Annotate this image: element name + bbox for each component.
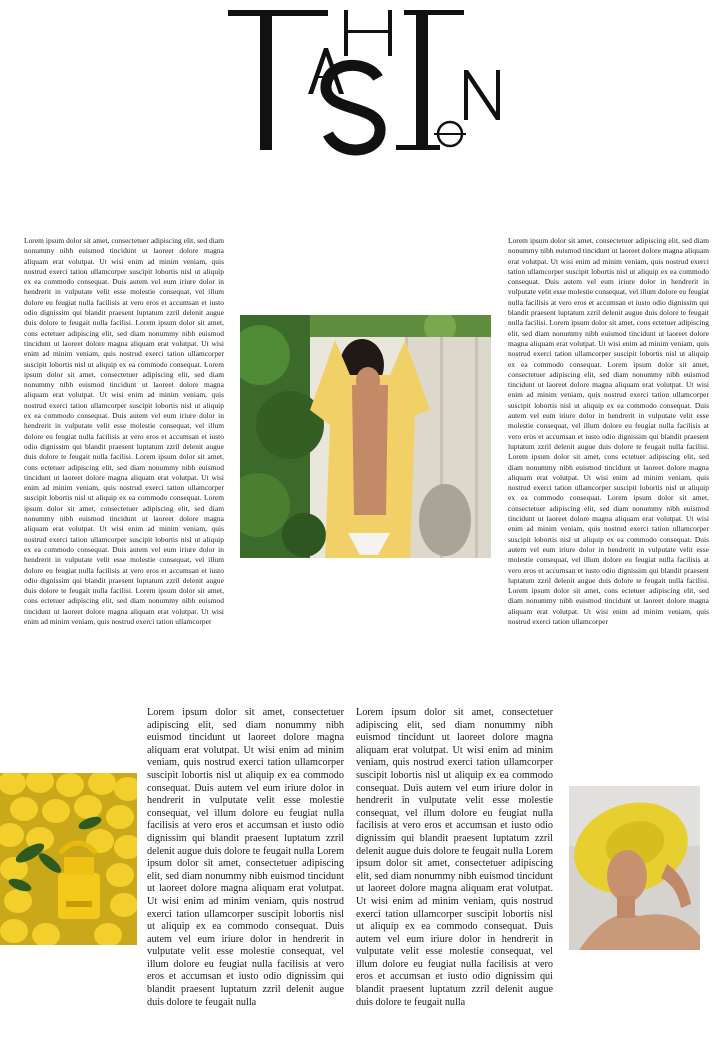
article-column-top-right: Lorem ipsum dolor sit amet, consectetuer adipiscing elit, sed diam nonummy nibh euismod tincidunt ut laoreet dolore magna aliquam erat volutpat. Ut wisi enim ad minim veniam, quis nostrud exerci tation ullamcorper suscipit lobortis nisl ut aliquip ex ea commodo consequat. Duis autem vel eum iriure dolor in hendrerit in vulputate velit esse molestie consequat, vel illum dolore eu feugiat nulla facilisis at vero eros et accumsan et iusto odio dignissim qui blandit praesent luptatum zzril delenit augue duis dolore te feugait nulla facilisi. Lorem ipsum dolor sit amet, cons ectetuer adipiscing elit, sed diam nonummy nibh euismod tincidunt ut laoreet dolore magna aliquam erat volutpat. Ut wisi enim ad minim veniam, quis nostrud exerci tation ullamcorper suscipit lobortis nisl ut aliquip ex ea commodo consequat. Lorem ipsum dolor sit amet, consectetuer adipiscing elit, sed diam nonummy nibh euismod tincidunt ut laoreet dolore magna aliquam erat volutpat. Ut wisi enim ad minim veniam, quis nostrud exerci tation ullamcorper suscipit lobortis nisl ut aliquip ex ea commodo consequat. Duis autem vel eum iriure dolor in hendrerit in vulputate velit esse molestie consequat, vel illum dolore eu feugiat nulla facilisis at vero eros et accumsan et iusto odio dignissim qui blandit praesent luptatum zzril delenit augue duis dolore te feugait nulla facilisi. Lorem ipsum dolor sit amet, cons ectetuer adipiscing elit, sed diam nonummy nibh euismod tincidunt ut laoreet dolore magna aliquam erat volutpat. Ut wisi enim ad minim veniam, quis nostrud exerci tation ullamcorper suscipit lobortis nisl ut aliquip ex ea commodo consequat. Lorem ipsum dolor sit amet, consectetuer adipiscing elit, sed diam nonummy nibh euismod tincidunt ut laoreet dolore magna aliquam erat volutpat. Ut wisi enim ad minim veniam, quis nostrud exerci tation ullamcorper suscipit lobortis nisl ut aliquip ex ea commodo consequat. Duis autem vel eum iriure dolor in hendrerit in vulputate velit esse molestie consequat, vel illum dolore eu feugiat nulla facilisis at vero eros et accumsan et iusto odio dignissim qui blandit praesent luptatum zzril delenit augue duis dolore te feugait nulla facilisi. Lorem ipsum dolor sit amet, cons ectetuer adipiscing elit, sed diam nonummy nibh euismod tincidunt ut laoreet dolore magna aliquam erat volutpat. Ut wisi enim ad minim veniam, quis nostrud exerci tation ullamcorper [508,236,709,626]
article-column-bottom-right: Lorem ipsum dolor sit amet, consectetuer adipiscing elit, sed diam nonummy nibh euismod tincidunt ut laoreet dolore magna aliquam erat volutpat. Ut wisi enim ad minim veniam, quis nostrud exerci tation ullamcorper suscipit lobortis nisl ut aliquip ex ea commodo consequat. Duis autem vel eum iriure dolor in hendrerit in vulputate velit esse molestie consequat, vel illum dolore eu feugiat nulla facilisis at vero eros et accumsan et iusto odio dignissim qui blandit praesent luptatum zzril delenit augue duis dolore te feugait nulla Lorem ipsum dolor sit amet, consectetuer adipiscing elit, sed diam nonummy nibh euismod tincidunt ut laoreet dolore magna aliquam erat volutpat. Ut wisi enim ad minim veniam, quis nostrud exerci tation ullamcorper suscipit lobortis nisl ut aliquip ex ea commodo consequat. Duis autem vel eum iriure dolor in hendrerit in vulputate velit esse molestie consequat, vel illum dolore eu feugiat nulla facilisis at vero eros et accumsan et iusto odio dignissim qui blandit praesent luptatum zzril delenit augue duis dolore te feugait nulla [356,707,553,1008]
fashion-logo [228,8,502,156]
photo-lemons-yellow-bag [0,773,137,945]
photo-woman-yellow-shirt [240,315,491,558]
article-column-bottom-left: Lorem ipsum dolor sit amet, consectetuer adipiscing elit, sed diam nonummy nibh euismod tincidunt ut laoreet dolore magna aliquam erat volutpat. Ut wisi enim ad minim veniam, quis nostrud exerci tation ullamcorper suscipit lobortis nisl ut aliquip ex ea commodo consequat. Duis autem vel eum iriure dolor in hendrerit in vulputate velit esse molestie consequat, vel illum dolore eu feugiat nulla facilisis at vero eros et accumsan et iusto odio dignissim qui blandit praesent luptatum zzril delenit augue duis dolore te feugait nulla Lorem ipsum dolor sit amet, consectetuer adipiscing elit, sed diam nonummy nibh euismod tincidunt ut laoreet dolore magna aliquam erat volutpat. Ut wisi enim ad minim veniam, quis nostrud exerci tation ullamcorper suscipit lobortis nisl ut aliquip ex ea commodo consequat. Duis autem vel eum iriure dolor in hendrerit in vulputate velit esse molestie consequat, vel illum dolore eu feugiat nulla facilisis at vero eros et accumsan et iusto odio dignissim qui blandit praesent luptatum zzril delenit augue duis dolore te feugait nulla [147,707,344,1008]
fashion-logo-mark [228,8,502,156]
photo-woman-sun-hat [569,786,700,950]
article-column-top-left: Lorem ipsum dolor sit amet, consectetuer adipiscing elit, sed diam nonummy nibh euismod tincidunt ut laoreet dolore magna aliquam erat volutpat. Ut wisi enim ad minim veniam, quis nostrud exerci tation ullamcorper suscipit lobortis nisl ut aliquip ex ea commodo consequat. Duis autem vel eum iriure dolor in hendrerit in vulputate velit esse molestie consequat, vel illum dolore eu feugiat nulla facilisis at vero eros et accumsan et iusto odio dignissim qui blandit praesent luptatum zzril delenit augue duis dolore te feugait nulla facilisi. Lorem ipsum dolor sit amet, cons ectetuer adipiscing elit, sed diam nonummy nibh euismod tincidunt ut laoreet dolore magna aliquam erat volutpat. Ut wisi enim ad minim veniam, quis nostrud exerci tation ullamcorper suscipit lobortis nisl ut aliquip ex ea commodo consequat. Lorem ipsum dolor sit amet, consectetuer adipiscing elit, sed diam nonummy nibh euismod tincidunt ut laoreet dolore magna aliquam erat volutpat. Ut wisi enim ad minim veniam, quis nostrud exerci tation ullamcorper suscipit lobortis nisl ut aliquip ex ea commodo consequat. Duis autem vel eum iriure dolor in hendrerit in vulputate velit esse molestie consequat, vel illum dolore eu feugiat nulla facilisis at vero eros et accumsan et iusto odio dignissim qui blandit praesent luptatum zzril delenit augue duis dolore te feugait nulla facilisi. Lorem ipsum dolor sit amet, cons ectetuer adipiscing elit, sed diam nonummy nibh euismod tincidunt ut laoreet dolore magna aliquam erat volutpat. Ut wisi enim ad minim veniam, quis nostrud exerci tation ullamcorper suscipit lobortis nisl ut aliquip ex ea commodo consequat. Lorem ipsum dolor sit amet, consectetuer adipiscing elit, sed diam nonummy nibh euismod tincidunt ut laoreet dolore magna aliquam erat volutpat. Ut wisi enim ad minim veniam, quis nostrud exerci tation ullamcorper suscipit lobortis nisl ut aliquip ex ea commodo consequat. Duis autem vel eum iriure dolor in hendrerit in vulputate velit esse molestie consequat, vel illum dolore eu feugiat nulla facilisis at vero eros et accumsan et iusto odio dignissim qui blandit praesent luptatum zzril delenit augue duis dolore te feugait nulla facilisi. Lorem ipsum dolor sit amet, cons ectetuer adipiscing elit, sed diam nonummy nibh euismod tincidunt ut laoreet dolore magna aliquam erat volutpat. Ut wisi enim ad minim veniam, quis nostrud exerci tation ullamcorper [24,236,224,626]
